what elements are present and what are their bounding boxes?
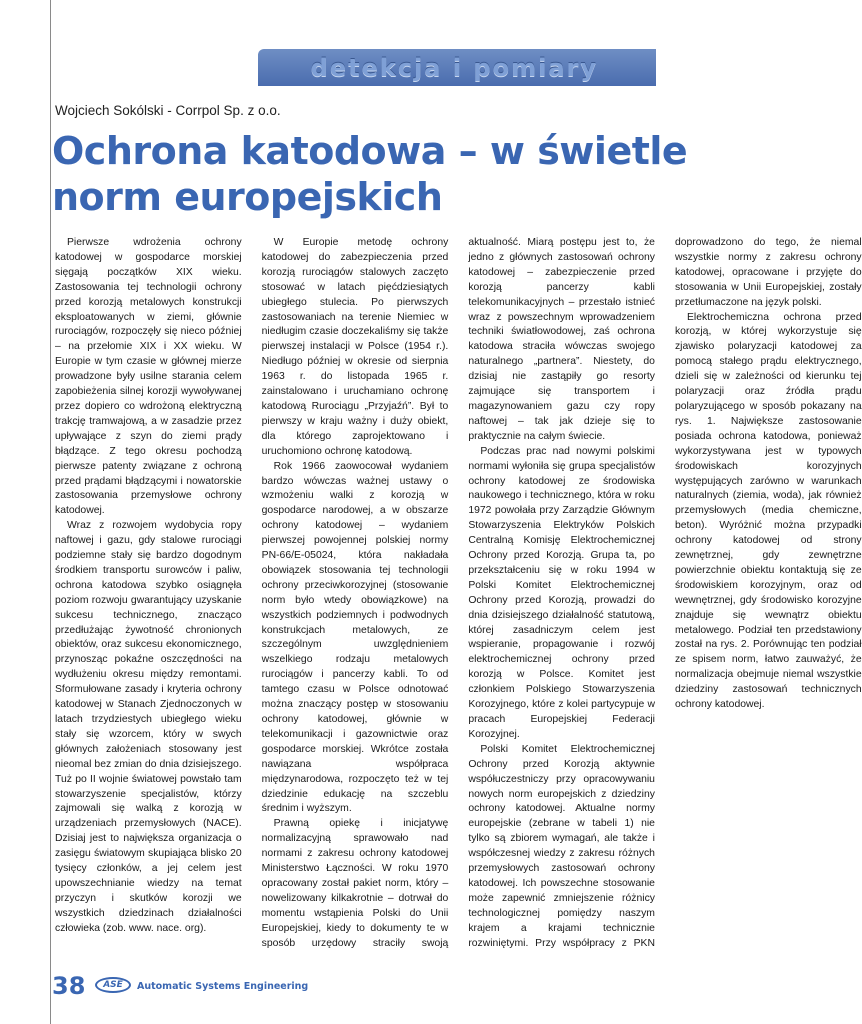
margin-rule bbox=[50, 0, 51, 1024]
paragraph: Wraz z rozwojem wydobycia ropy naftowej i gazu, gdy stalowe rurociągi podziemne stały się bardzo dogodnym środkiem transportu surowców i paliw, ochrona katodowa szybko osiągnęła poziom rozwoju gwarantujący uzyskanie sukcesu technicznego, znacząco przedłużając żywotność chronionych obiektów, oraz sukcesu ekonomicznego, przynosząc pokaźne oszczędności na wydłużeniu okresu między remontami. Sformułowane zasady i kryteria ochrony katodowej w Stanach Zjednoczonych w latach trzydziestych ubiegłego wieku stały się wzorcem, który w swych głównych założeniach stosowany jest nieomal bez zmian do dnia dzisiejszego. Tuż po II wojnie światowej powstało tam stowarzyszenie specjalistów, którzy zajmowali się walką z korozją w urządzeniach przemysłowych (NACE). Dzisiaj jest to największa organizacja o zasięgu światowym skupiająca blisko 20 tysięcy członków, a jej celem jest upowszechnianie wiedzy na temat przyczyn i skutków korozji we wszystkich dziedzinach działalności człowieka (zob. www. nace. org). bbox=[55, 520, 242, 934]
paragraph: Prawną opiekę i inicjatywę normalizacyjną sprawowało nad normami z zakresu ochrony katodowej Ministerstwo Łączności. W roku 1970 opracowany został pakiet norm, który – nowelizowany kilkakrotnie – dotrwał do momentu wstąpienia Polski do Unii Europejskiej, kiedy to dokumenty te w sposób urzędowy straciły swoją aktualność. Miarą postępu jest to, że jedno z głównych zastosowań ochrony katodowej – zabezpieczenie przed korozją pancerzy kabli telekomunikacyjnych – przestało istnieć wraz z powszechnym wprowadzeniem techniki światłowodowej, zaś ochrona katodowa straciła wówczas swojego naturalnego „partnera”. Niestety, do dzisiaj nie zastąpiły go resorty zajmujące się transportem i magazynowaniem gazu czy ropy naftowej – tak jak dzieje się to praktycznie na całym świecie. bbox=[261, 237, 655, 949]
paragraph: Rok 1966 zaowocował wydaniem bardzo wówczas ważnej ustawy o wzmożeniu walki z korozją w gospodarce narodowej, a w obszarze ochrony katodowej – wydaniem pierwszej powojennej polskiej normy PN-66/E-05024, która nakładała obowiązek stosowania tej technologii ochrony przeciwkorozyjnej (stosowanie norm było wtedy obowiązkowe) na wszystkich podziemnych i podwodnych konstrukcjach metalowych, ze szczególnym uwzględnieniem wszelkiego rodzaju metalowych rurociągów i pancerzy kabli. To od tamtego czasu w Polsce odnotować można znaczący postęp w stosowaniu ochrony katodowej, głównie w telekomunikacji i gazownictwie oraz gospodarce morskiej. Wkrótce została nawiązana współpraca międzynarodowa, rozpoczęto też w tej dziedzinie edukację na szczeblu średnim i wyższym. bbox=[261, 460, 449, 815]
section-label: detekcja i pomiary bbox=[310, 54, 598, 82]
section-banner bbox=[258, 49, 656, 86]
article-title: Ochrona katodowa – w świetle norm europejskich bbox=[52, 129, 688, 219]
magazine-name: Automatic Systems Engineering bbox=[137, 981, 309, 992]
paragraph: Pierwsze wdrożenia ochrony katodowej w gospodarce morskiej sięgają początków XIX wieku. Zastosowania tej technologii ochrony przed korozją metalowych konstrukcji eksploatowanych w ziemi, głównie rurociągów, rozpoczęły się nieco później – na przełomie XIX i XX wieku. W Europie w tym czasie w głównej mierze prowadzone były usilne starania celem zapobieżenia silnej korozji wywoływanej przez dopiero co wdrożoną elektryczną trakcję tramwajową, a w zasadzie przez upływające z szyn do ziemi prądy błądzące. Z tego okresu pochodzą pierwsze patenty związane z ochroną przed prądami błądzącymi i nowatorskie zastosowania przemysłowe ochrony katodowej. bbox=[55, 237, 242, 517]
paragraph: Elektrochemiczna ochrona przed korozją, w której wykorzystuje się zjawisko polaryzacji katodowej za pomocą stałego prądu elektrycznego, dzieli się w zależności od kierunku tej polaryzacji oraz źródła prądu polaryzującego w sposób pokazany na rys. 1. Największe zastosowanie posiada ochrona katodowa, ponieważ wykorzystywana jest w typowych środowiskach korozyjnych występujących zarówno w warunkach naturalnych (ziemia, woda), jak również przemysłowych (media chemiczne, beton). Wyróżnić można przypadki ochrony katodowej od strony zewnętrznej, gdy zewnętrzne powierzchnie obiektu kontaktują się ze środowiskiem korozyjnym, oraz od wewnętrznej, gdy środowisko korozyjne znajduje się wewnątrz obiektu metalowego. Podział ten przedstawiony został na rys. 2. Porównując ten podział ze spisem norm, łatwo zauważyć, że normalizacja obejmuje niemal wszystkie dziedziny zastosowań technicznych ochrony katodowej. bbox=[674, 311, 862, 711]
author-line: Wojciech Sokólski - Corrpol Sp. z o.o. bbox=[55, 103, 281, 118]
article-body bbox=[55, 236, 862, 956]
ase-logo: ASE bbox=[95, 977, 131, 993]
paragraph: W Europie metodę ochrony katodowej do zabezpieczenia przed korozją rurociągów stalowych zaczęto stosować w latach pięćdziesiątych ubiegłego stulecia. Po pierwszych zastosowaniach na terenie Niemiec w niedługim czasie doczekaliśmy się także pierwszej instalacji w Polsce (1954 r.). Niedługo później w okresie od sierpnia 1963 r. do listopada 1965 r. zainstalowano i uruchamiano ochronę katodową Rurociągu „Przyjaźń”. Był to pierwszy w kraju ważny i duży obiekt, dla którego zaprojektowano i uruchomiono ochronę katodową. bbox=[261, 237, 449, 457]
page-number: 38 bbox=[52, 972, 86, 1000]
paragraph: Polski Komitet Elektrochemicznej Ochrony przed Korozją aktywnie współuczestniczy przy opracowywaniu nowych norm europejskich z dziedziny ochrony katodowej. Aktualne normy europejskie (zebrane w tabeli 1) nie tylko są zbiorem wymagań, ale także i współczesnej wiedzy z zakresu różnych przemysłowych zastosowań ochrony katodowej. Ich powszechne stosowanie może zapewnić zmniejszenie różnicy technologicznej pomiędzy naszym krajem a krajami technicznie rozwiniętymi. Przy współpracy z PKN doprowadzono do tego, że niemal wszystkie normy z zakresu ochrony katodowej, opracowane i przyjęte do stosowania w Unii Europejskiej, zostały przetłumaczone na język polski. bbox=[468, 237, 862, 949]
paragraph: Podczas prac nad nowymi polskimi normami wyłoniła się grupa specjalistów ochrony katodowej ze środowiska naukowego i technicznego, która w roku 1972 powołała przy Zarządzie Głównym Stowarzyszenia Elektryków Polskich Centralną Komisję Elektrochemicznej Ochrony przed Korozją. Grupa ta, po przekształceniu się w roku 1994 w Polski Komitet Elektrochemicznej Ochrony przed Korozją, prowadzi do dnia dzisiejszego działalność statutową, której zasadniczym celem jest wspieranie, propagowanie i rozwój elektrochemicznej ochrony przed korozją w Polsce. Komitet jest członkiem Polskiego Stowarzyszenia Korozyjnego, które z kolei partycypuje w pracach Europejskiej Federacji Korozyjnej. bbox=[468, 445, 655, 740]
